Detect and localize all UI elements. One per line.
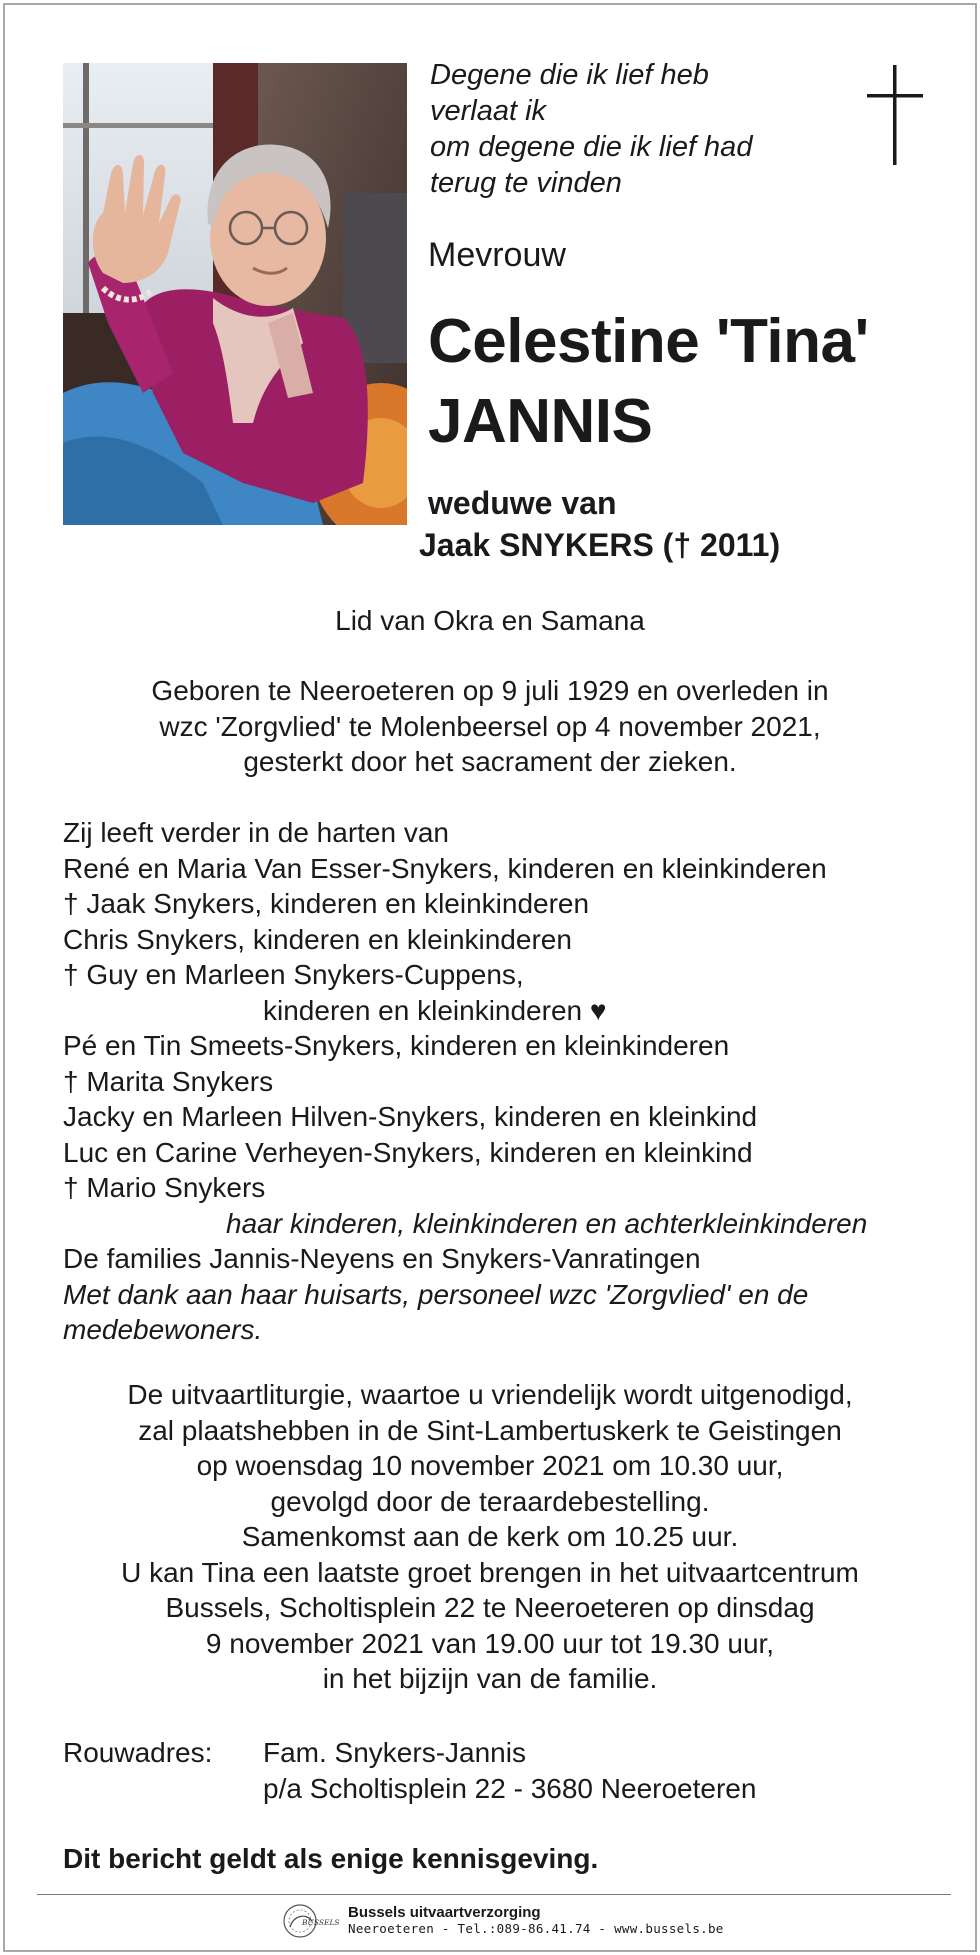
cross-icon — [867, 65, 923, 165]
family-member: Luc en Carine Verheyen-Snykers, kinderen en kleinkind — [63, 1136, 753, 1168]
funeral-line: Bussels, Scholtisplein 22 te Neeroeteren op dinsdag — [165, 1592, 815, 1623]
birth-death-line: Geboren te Neeroeteren op 9 juli 1929 en overleden in — [151, 675, 829, 706]
honorific-title: Mevrouw — [428, 236, 566, 274]
poem-line: om degene die ik lief had — [430, 131, 753, 163]
funeral-line: De uitvaartliturgie, waartoe u vriendelijk wordt uitgenodigd, — [127, 1379, 853, 1410]
membership-text: Lid van Okra en Samana — [335, 605, 645, 636]
birth-death-paragraph — [5, 673, 975, 780]
notice-statement: Dit bericht geldt als enige kennisgeving. — [63, 1843, 599, 1874]
family-member: † Marita Snykers — [63, 1065, 274, 1097]
address-label: Rouwadres: — [63, 1737, 213, 1768]
widow-label: weduwe van — [428, 485, 617, 521]
funeral-line: U kan Tina een laatste groet brengen in het uitvaartcentrum — [121, 1556, 859, 1588]
birth-death-line: gesterkt door het sacrament der zieken. — [243, 746, 737, 777]
husband-name: Jaak SNYKERS († 2011) — [419, 527, 781, 563]
funeral-home-footer — [278, 1899, 724, 1943]
poem-verse — [430, 57, 830, 201]
funeral-line: in het bijzijn van de familie. — [322, 1663, 658, 1694]
address-line: Fam. Snykers-Jannis — [263, 1737, 526, 1768]
address-line: p/a Scholtisplein 22 - 3680 Neeroeteren — [263, 1772, 757, 1804]
family-member: † Mario Snykers — [63, 1172, 266, 1203]
deceased-first-name: Celestine 'Tina' — [428, 307, 869, 376]
deceased-last-name: JANNIS — [428, 387, 653, 456]
family-intro: Zij leeft verder in de harten van — [63, 817, 449, 848]
family-member: Jacky en Marleen Hilven-Snykers, kinderen en kleinkind — [63, 1101, 758, 1132]
funeral-details — [5, 1377, 975, 1697]
membership-line — [5, 603, 975, 639]
poem-line: verlaat ik — [430, 95, 547, 127]
funeral-line: op woensdag 10 november 2021 om 10.30 uur, — [196, 1450, 784, 1481]
poem-line: Degene die ik lief heb — [430, 59, 709, 91]
family-member: René en Maria Van Esser-Snykers, kinderen en kleinkinderen — [63, 852, 827, 884]
family-member: Pé en Tin Smeets-Snykers, kinderen en kleinkinderen — [63, 1030, 730, 1061]
family-member-continued: kinderen en kleinkinderen ♥ — [263, 994, 607, 1026]
family-member: Chris Snykers, kinderen en kleinkinderen — [63, 923, 572, 955]
extended-families: De families Jannis-Neyens en Snykers-Vanratingen — [63, 1243, 701, 1274]
portrait-photo — [63, 63, 407, 525]
funeral-line: 9 november 2021 van 19.00 uur tot 19.30 uur, — [205, 1627, 775, 1659]
family-member: † Jaak Snykers, kinderen en kleinkinderen — [63, 888, 590, 919]
footer-divider — [37, 1894, 951, 1895]
funeral-line: zal plaatshebben in de Sint-Lambertuskerk te Geistingen — [138, 1414, 842, 1446]
thanks-line: medebewoners. — [63, 1314, 263, 1345]
obituary-card — [3, 3, 977, 1952]
thanks-line: Met dank aan haar huisarts, personeel wzc 'Zorgvlied' en de — [63, 1278, 809, 1310]
funeral-home-name: Bussels uitvaartverzorging — [348, 1904, 541, 1921]
funeral-home-logo-icon — [278, 1901, 340, 1941]
children-summary: haar kinderen, kleinkinderen en achterkleinkinderen — [226, 1207, 868, 1239]
birth-death-line: wzc 'Zorgvlied' te Molenbeersel op 4 november 2021, — [159, 710, 821, 742]
family-member: † Guy en Marleen Snykers-Cuppens, — [63, 959, 524, 990]
funeral-line: gevolgd door de teraardebestelling. — [270, 1485, 710, 1517]
funeral-home-contact: Neeroeteren - Tel.:089-86.41.74 - www.bussels.be — [348, 1921, 724, 1936]
family-list — [63, 815, 963, 1348]
mourning-address — [63, 1735, 756, 1806]
poem-line: terug te vinden — [430, 167, 622, 199]
logo-text: BUSSELS — [302, 1918, 340, 1927]
funeral-line: Samenkomst aan de kerk om 10.25 uur. — [241, 1521, 739, 1552]
